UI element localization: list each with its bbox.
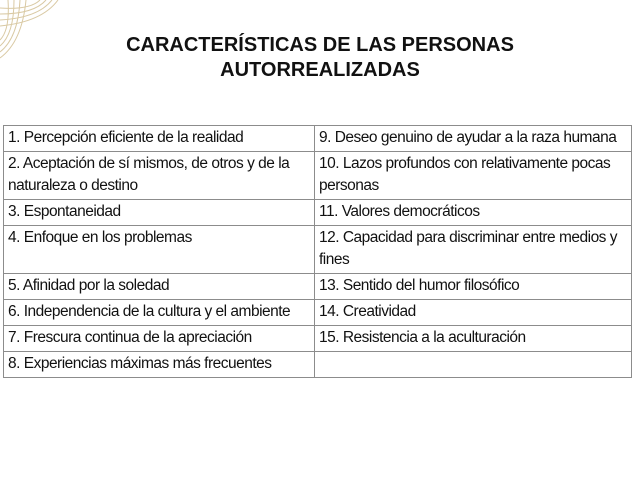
cell-text: 11. Valores democráticos — [319, 203, 480, 220]
table-row — [4, 274, 632, 300]
table-cell — [4, 200, 315, 226]
cell-text: 8. Experiencias máximas más frecuentes — [8, 355, 272, 372]
table-row — [4, 200, 632, 226]
table-cell — [4, 326, 315, 352]
cell-text: 6. Independencia de la cultura y el ambiente — [8, 303, 291, 320]
table-row — [4, 152, 632, 200]
characteristics-table — [3, 125, 632, 378]
table-cell — [315, 226, 632, 274]
table-cell — [315, 352, 632, 378]
cell-text: 13. Sentido del humor filosófico — [319, 277, 520, 294]
table-row — [4, 300, 632, 326]
table-cell — [4, 274, 315, 300]
cell-text: 12. Capacidad para discriminar entre medios y fines — [319, 229, 617, 268]
table-row — [4, 352, 632, 378]
corner-swirl-icon — [0, 0, 60, 60]
characteristics-table-wrap — [3, 125, 631, 378]
cell-text: 9. Deseo genuino de ayudar a la raza humana — [319, 129, 617, 146]
cell-text: 1. Percepción eficiente de la realidad — [8, 129, 244, 146]
table-cell — [315, 126, 632, 152]
cell-text: 14. Creatividad — [319, 303, 416, 320]
cell-text: 15. Resistencia a la aculturación — [319, 329, 526, 346]
title-line-1: CARACTERÍSTICAS DE LAS PERSONAS — [126, 34, 514, 56]
table-cell — [315, 152, 632, 200]
cell-text: 10. Lazos profundos con relativamente pocas personas — [319, 155, 611, 194]
table-cell — [4, 126, 315, 152]
cell-text: 3. Espontaneidad — [8, 203, 121, 220]
table-row — [4, 226, 632, 274]
page-title — [60, 33, 580, 83]
table-cell — [4, 152, 315, 200]
table-cell — [4, 226, 315, 274]
cell-text: 7. Frescura continua de la apreciación — [8, 329, 252, 346]
table-row — [4, 326, 632, 352]
table-cell — [315, 200, 632, 226]
table-cell — [315, 274, 632, 300]
table-cell — [315, 300, 632, 326]
cell-text: 2. Aceptación de sí mismos, de otros y de la naturaleza o destino — [8, 155, 290, 194]
table-cell — [4, 300, 315, 326]
cell-text: 5. Afinidad por la soledad — [8, 277, 170, 294]
table-cell — [315, 326, 632, 352]
table-cell — [4, 352, 315, 378]
title-line-2: AUTORREALIZADAS — [220, 59, 420, 81]
table-row — [4, 126, 632, 152]
cell-text: 4. Enfoque en los problemas — [8, 229, 192, 246]
